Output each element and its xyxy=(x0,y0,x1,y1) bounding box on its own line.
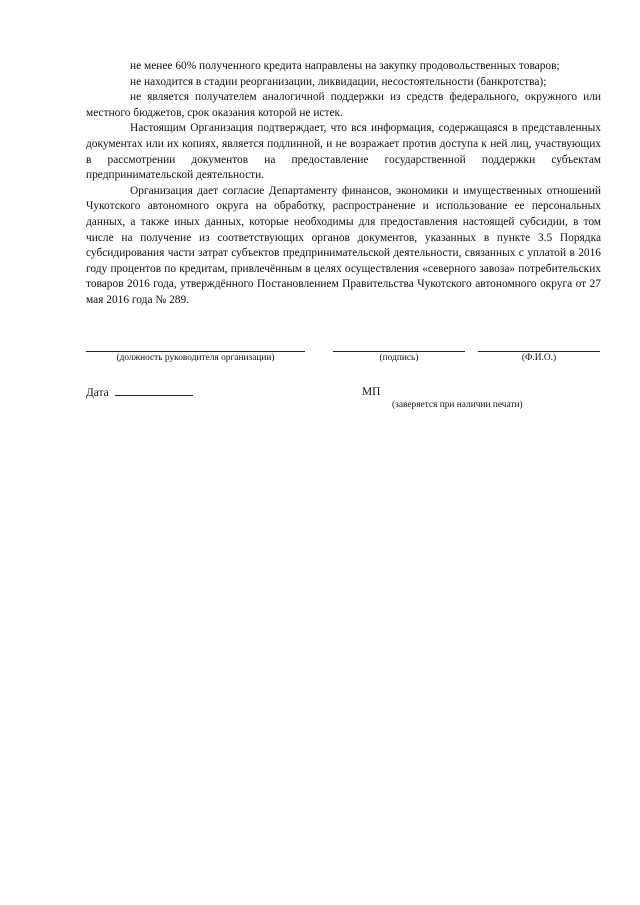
date-blank-line xyxy=(115,385,193,396)
document-body xyxy=(86,59,601,309)
paragraph-consent: Организация дает согласие Департаменту финансов, экономики и имущественных отношений Чукотского автономного округа на обработку, распространение и использование ее персональных данных, а также иных данных, которые необходимы для предоставления настоящей субсидии, в том числе на получение из соответствующих органов документов, указанных в пункте 3.5 Порядка субсидирования части затрат субъектов предпринимательской деятельности, связанных с уплатой в 2016 году процентов по кредитам, привлечённым в целях осуществления «северного завоза» потребительских товаров 2016 года, утверждённого Постановлением Правительства Чукотского автономного округа от 27 мая 2016 года № 289. xyxy=(86,184,601,306)
paragraph-confirmation: Настоящим Организация подтверждает, что вся информация, содержащаяся в представленных документах или их копиях, является подлинной, и не возражает против доступа к ней лиц, участвующих в рассмотрении документов на предоставление государственной поддержки субъектам предпринимательской деятельности. xyxy=(86,122,601,182)
paragraph-credit-condition: не менее 60% полученного кредита направлены на закупку продовольственных товаров; xyxy=(130,60,560,72)
stamp-label: МП xyxy=(362,386,381,398)
signature-line xyxy=(333,351,465,364)
stamp-note: (заверяется при наличии печати) xyxy=(392,400,523,410)
signature-label: (подпись) xyxy=(379,353,419,363)
signature-block xyxy=(0,351,640,375)
position-label: (должность руководителя организации) xyxy=(116,353,275,363)
paragraph-no-support: не является получателем аналогичной поддержки из средств федерального, окружного или местного бюджетов, срок оказания которой не истек. xyxy=(86,91,601,119)
name-signature-line xyxy=(478,351,600,364)
date-field xyxy=(86,385,193,400)
name-label: (Ф.И.О.) xyxy=(521,353,557,363)
position-signature-line xyxy=(86,351,305,364)
date-label: Дата xyxy=(86,387,109,399)
paragraph-reorganization: не находится в стадии реорганизации, ликвидации, несостоятельности (банкротства); xyxy=(130,75,547,88)
